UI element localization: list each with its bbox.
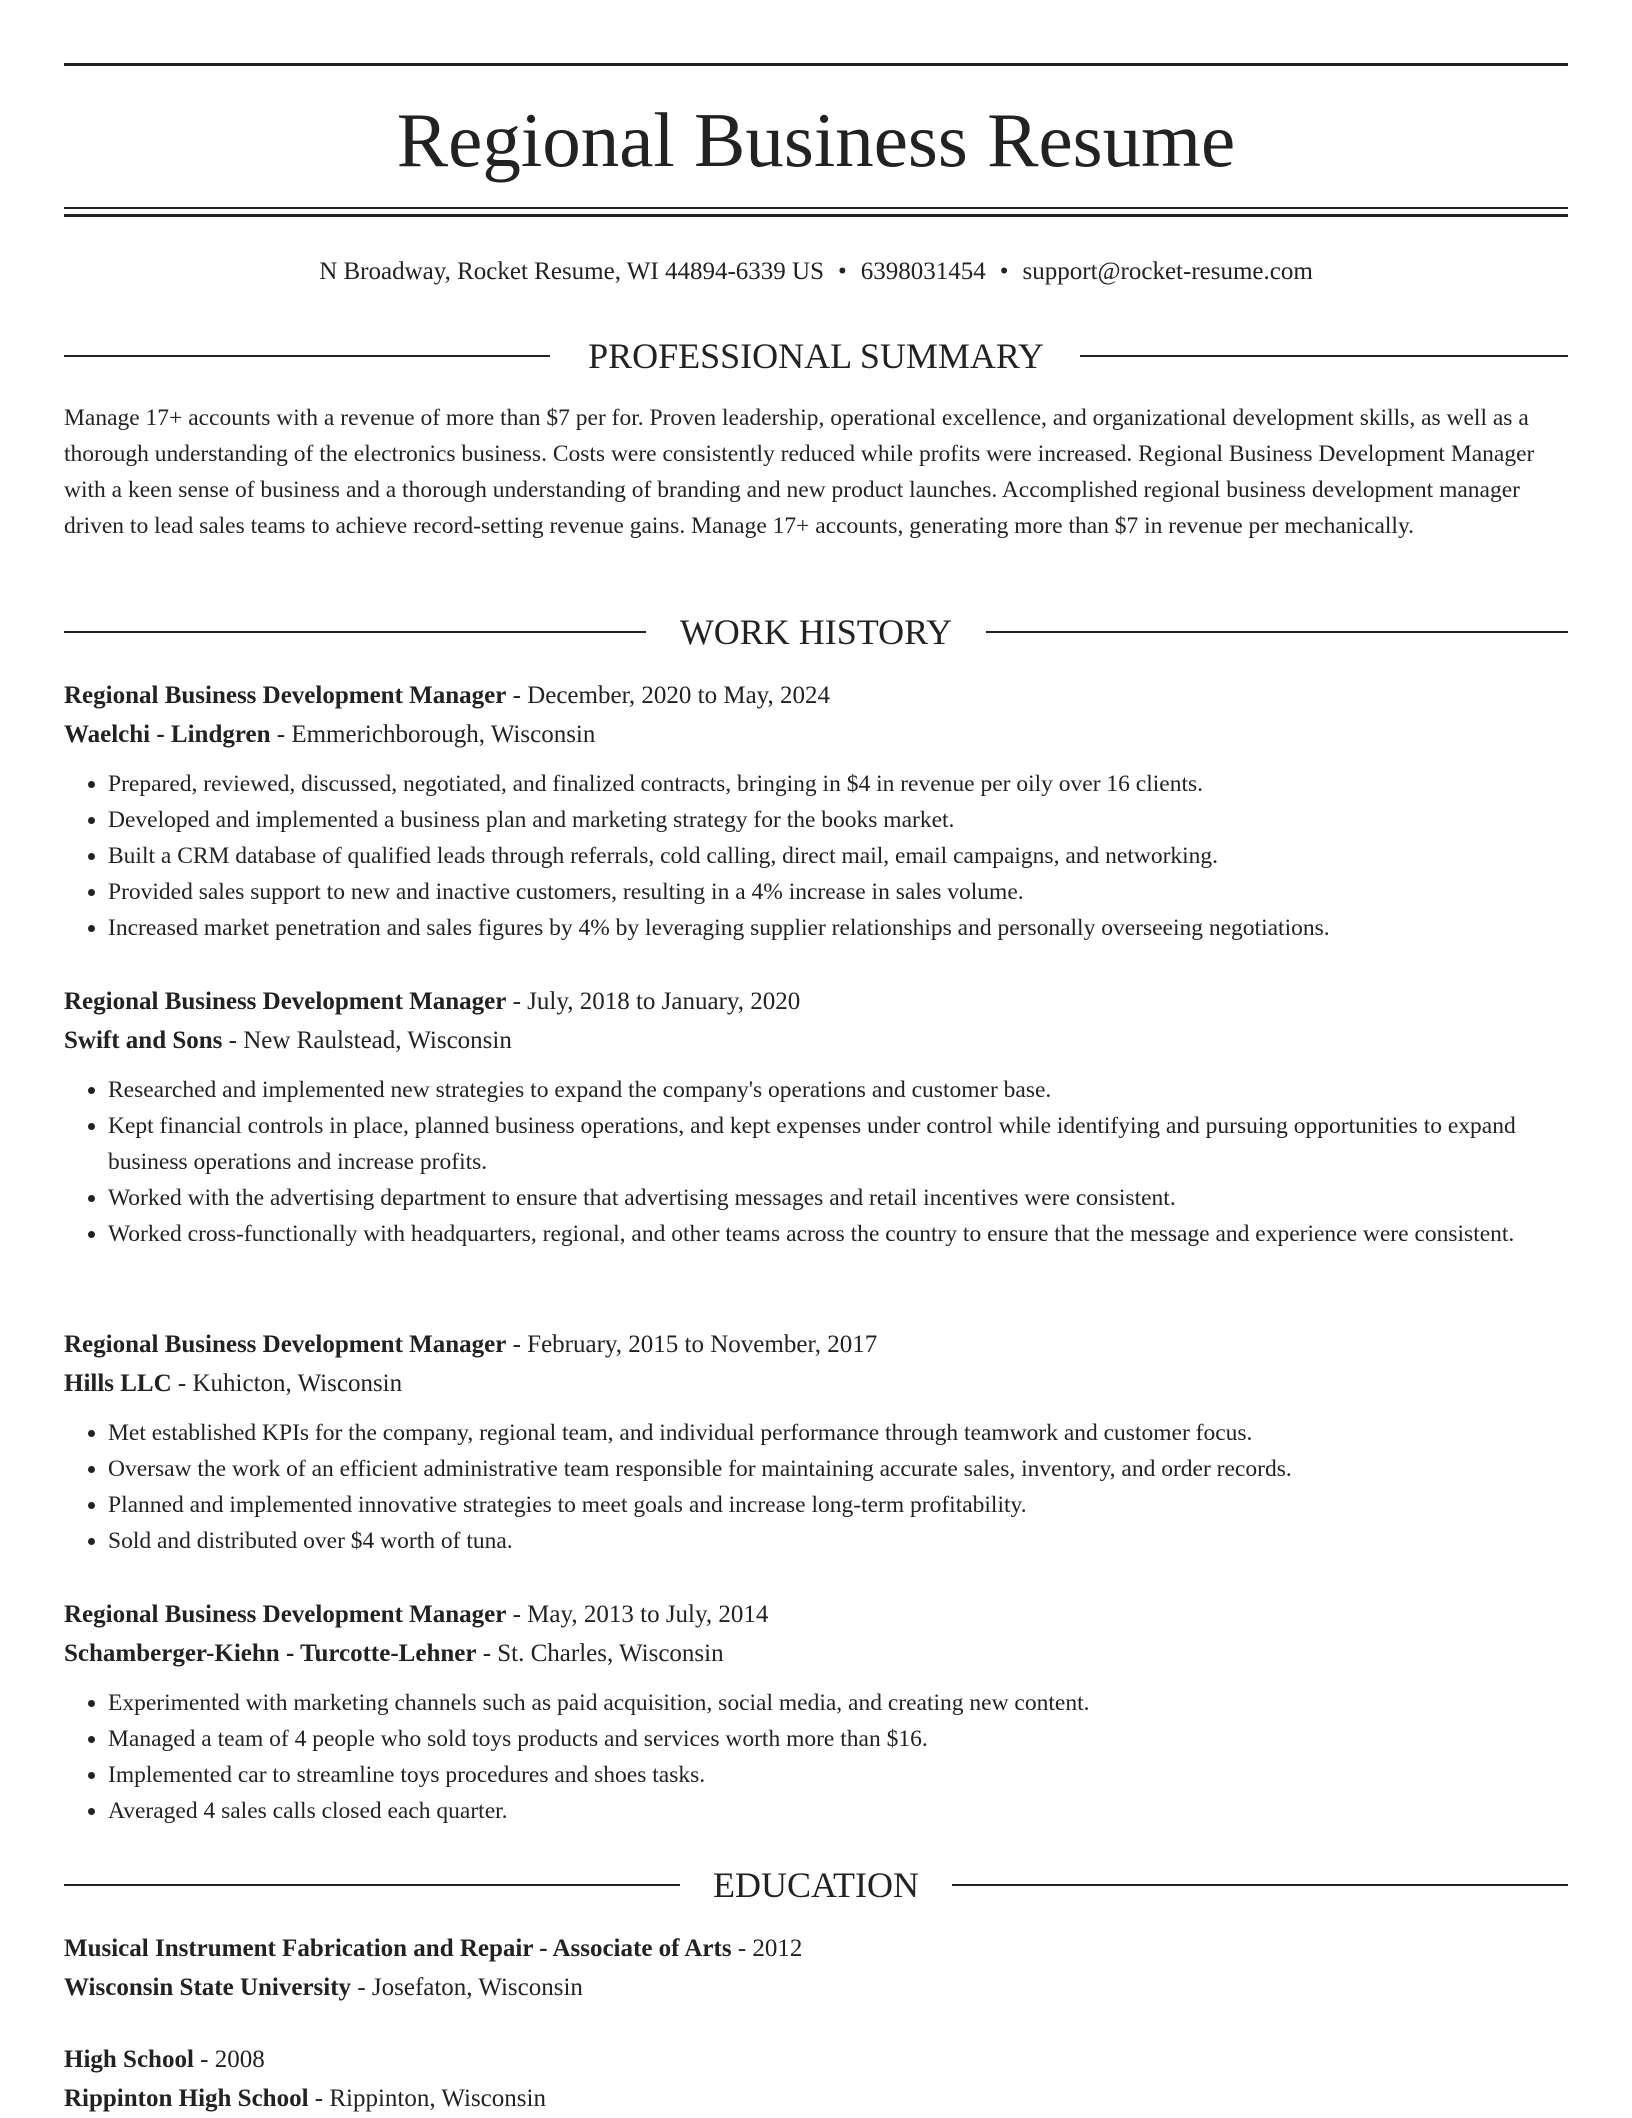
job-bullet: • Provided sales support to new and inactive customers, resulting in a 4% increase in sales volume. [108,874,1568,910]
work-section-heading [64,610,1568,654]
job-title: Regional Business Development Manager [64,1331,507,1358]
top-rule [64,63,1568,66]
job-title: Regional Business Development Manager [64,682,507,709]
title-rule-lower [64,214,1568,217]
job-bullet: • Worked with the advertising department to ensure that advertising messages and retail incentives were consistent. [108,1180,1568,1216]
job-dates: - May, 2013 to July, 2014 [506,1601,769,1628]
job-bullet: • Experimented with marketing channels such as paid acquisition, social media, and creating new content. [108,1685,1568,1721]
job-entry [64,1595,1568,1829]
contact-separator: • [999,258,1009,285]
job-title: Regional Business Development Manager [64,1601,507,1628]
summary-section-heading [64,334,1568,378]
job-location: - St. Charles, Wisconsin [476,1640,724,1667]
education-location: - Rippinton, Wisconsin [308,2085,546,2112]
job-bullets [64,1685,1568,1829]
education-location: - Josefaton, Wisconsin [351,1974,583,2001]
job-bullet: • Sold and distributed over $4 worth of tuna. [108,1523,1568,1559]
job-dates: - February, 2015 to November, 2017 [506,1331,878,1358]
job-bullet: • Met established KPIs for the company, regional team, and individual performance through teamwork and customer focus. [108,1415,1568,1451]
job-entry [64,676,1568,946]
job-location: - Kuhicton, Wisconsin [171,1370,403,1397]
contact-phone: 6398031454 [860,258,986,285]
job-bullet: • Oversaw the work of an efficient administrative team responsible for maintaining accurate sales, inventory, and order records. [108,1451,1568,1487]
job-company: Swift and Sons [64,1027,223,1054]
job-location: - Emmerichborough, Wisconsin [270,721,596,748]
education-entry [64,2040,1568,2118]
job-location: - New Raulstead, Wisconsin [222,1027,512,1054]
title-rule-upper [64,207,1568,209]
contact-address: N Broadway, Rocket Resume, WI 44894-6339 US [319,258,824,285]
job-bullet: • Implemented car to streamline toys procedures and shoes tasks. [108,1757,1568,1793]
work-heading: WORK HISTORY [679,612,953,652]
job-bullet: • Managed a team of 4 people who sold toys products and services worth more than $16. [108,1721,1568,1757]
education-year: - 2012 [731,1935,803,1962]
job-bullet: • Planned and implemented innovative strategies to meet goals and increase long-term profitability. [108,1487,1568,1523]
education-school: Wisconsin State University [64,1974,352,2001]
job-company: Schamberger-Kiehn - Turcotte-Lehner [64,1640,477,1667]
job-bullets [64,1072,1568,1252]
job-bullets [64,766,1568,946]
job-dates: - December, 2020 to May, 2024 [506,682,831,709]
job-company: Waelchi - Lindgren [64,721,271,748]
page-title: Regional Business Resume [396,97,1236,183]
summary-heading: PROFESSIONAL SUMMARY [588,336,1044,376]
job-bullet: • Built a CRM database of qualified leads through referrals, cold calling, direct mail, email campaigns, and networking. [108,838,1568,874]
job-bullet: • Researched and implemented new strategies to expand the company's operations and customer base. [108,1072,1568,1108]
job-dates: - July, 2018 to January, 2020 [506,988,801,1015]
job-entry [64,982,1568,1252]
education-degree: Musical Instrument Fabrication and Repair - Associate of Arts [64,1935,732,1962]
job-bullet: • Developed and implemented a business plan and marketing strategy for the books market. [108,802,1568,838]
education-entry [64,1929,1568,2007]
job-bullet: • Kept financial controls in place, planned business operations, and kept expenses under control while identifying and pursuing opportunities to expand business operations and increase profits. [108,1108,1568,1180]
contact-separator: • [837,258,847,285]
job-bullet: • Worked cross-functionally with headquarters, regional, and other teams across the country to ensure that the message and experience were consistent. [108,1216,1568,1252]
job-company: Hills LLC [64,1370,172,1397]
education-year: - 2008 [193,2046,265,2073]
summary-text: Manage 17+ accounts with a revenue of more than $7 per for. Proven leadership, operational excellence, and organizational development skills, as well as a thorough understanding of the electronics business. Costs were consistently reduced while profits were increased. Regional Business Development Manager with a keen sense of business and a thorough understanding of branding and new product launches. Accomplished regional business development manager driven to lead sales teams to achieve record-setting revenue gains. Manage 17+ accounts, generating more than $7 in revenue per mechanically. [64,405,1535,539]
education-degree: High School [64,2046,194,2073]
education-school: Rippinton High School [64,2085,309,2112]
job-bullet: • Averaged 4 sales calls closed each quarter. [108,1793,1568,1829]
job-bullet: • Increased market penetration and sales figures by 4% by leveraging supplier relationships and personally overseeing negotiations. [108,910,1568,946]
contact-line [64,255,1568,289]
job-bullets [64,1415,1568,1559]
education-heading: EDUCATION [713,1865,919,1905]
contact-email: support@rocket-resume.com [1022,258,1313,285]
education-section-heading [64,1863,1568,1907]
job-title: Regional Business Development Manager [64,988,507,1015]
job-bullet: • Prepared, reviewed, discussed, negotiated, and finalized contracts, bringing in $4 in revenue per oily over 16 clients. [108,766,1568,802]
job-entry [64,1325,1568,1559]
